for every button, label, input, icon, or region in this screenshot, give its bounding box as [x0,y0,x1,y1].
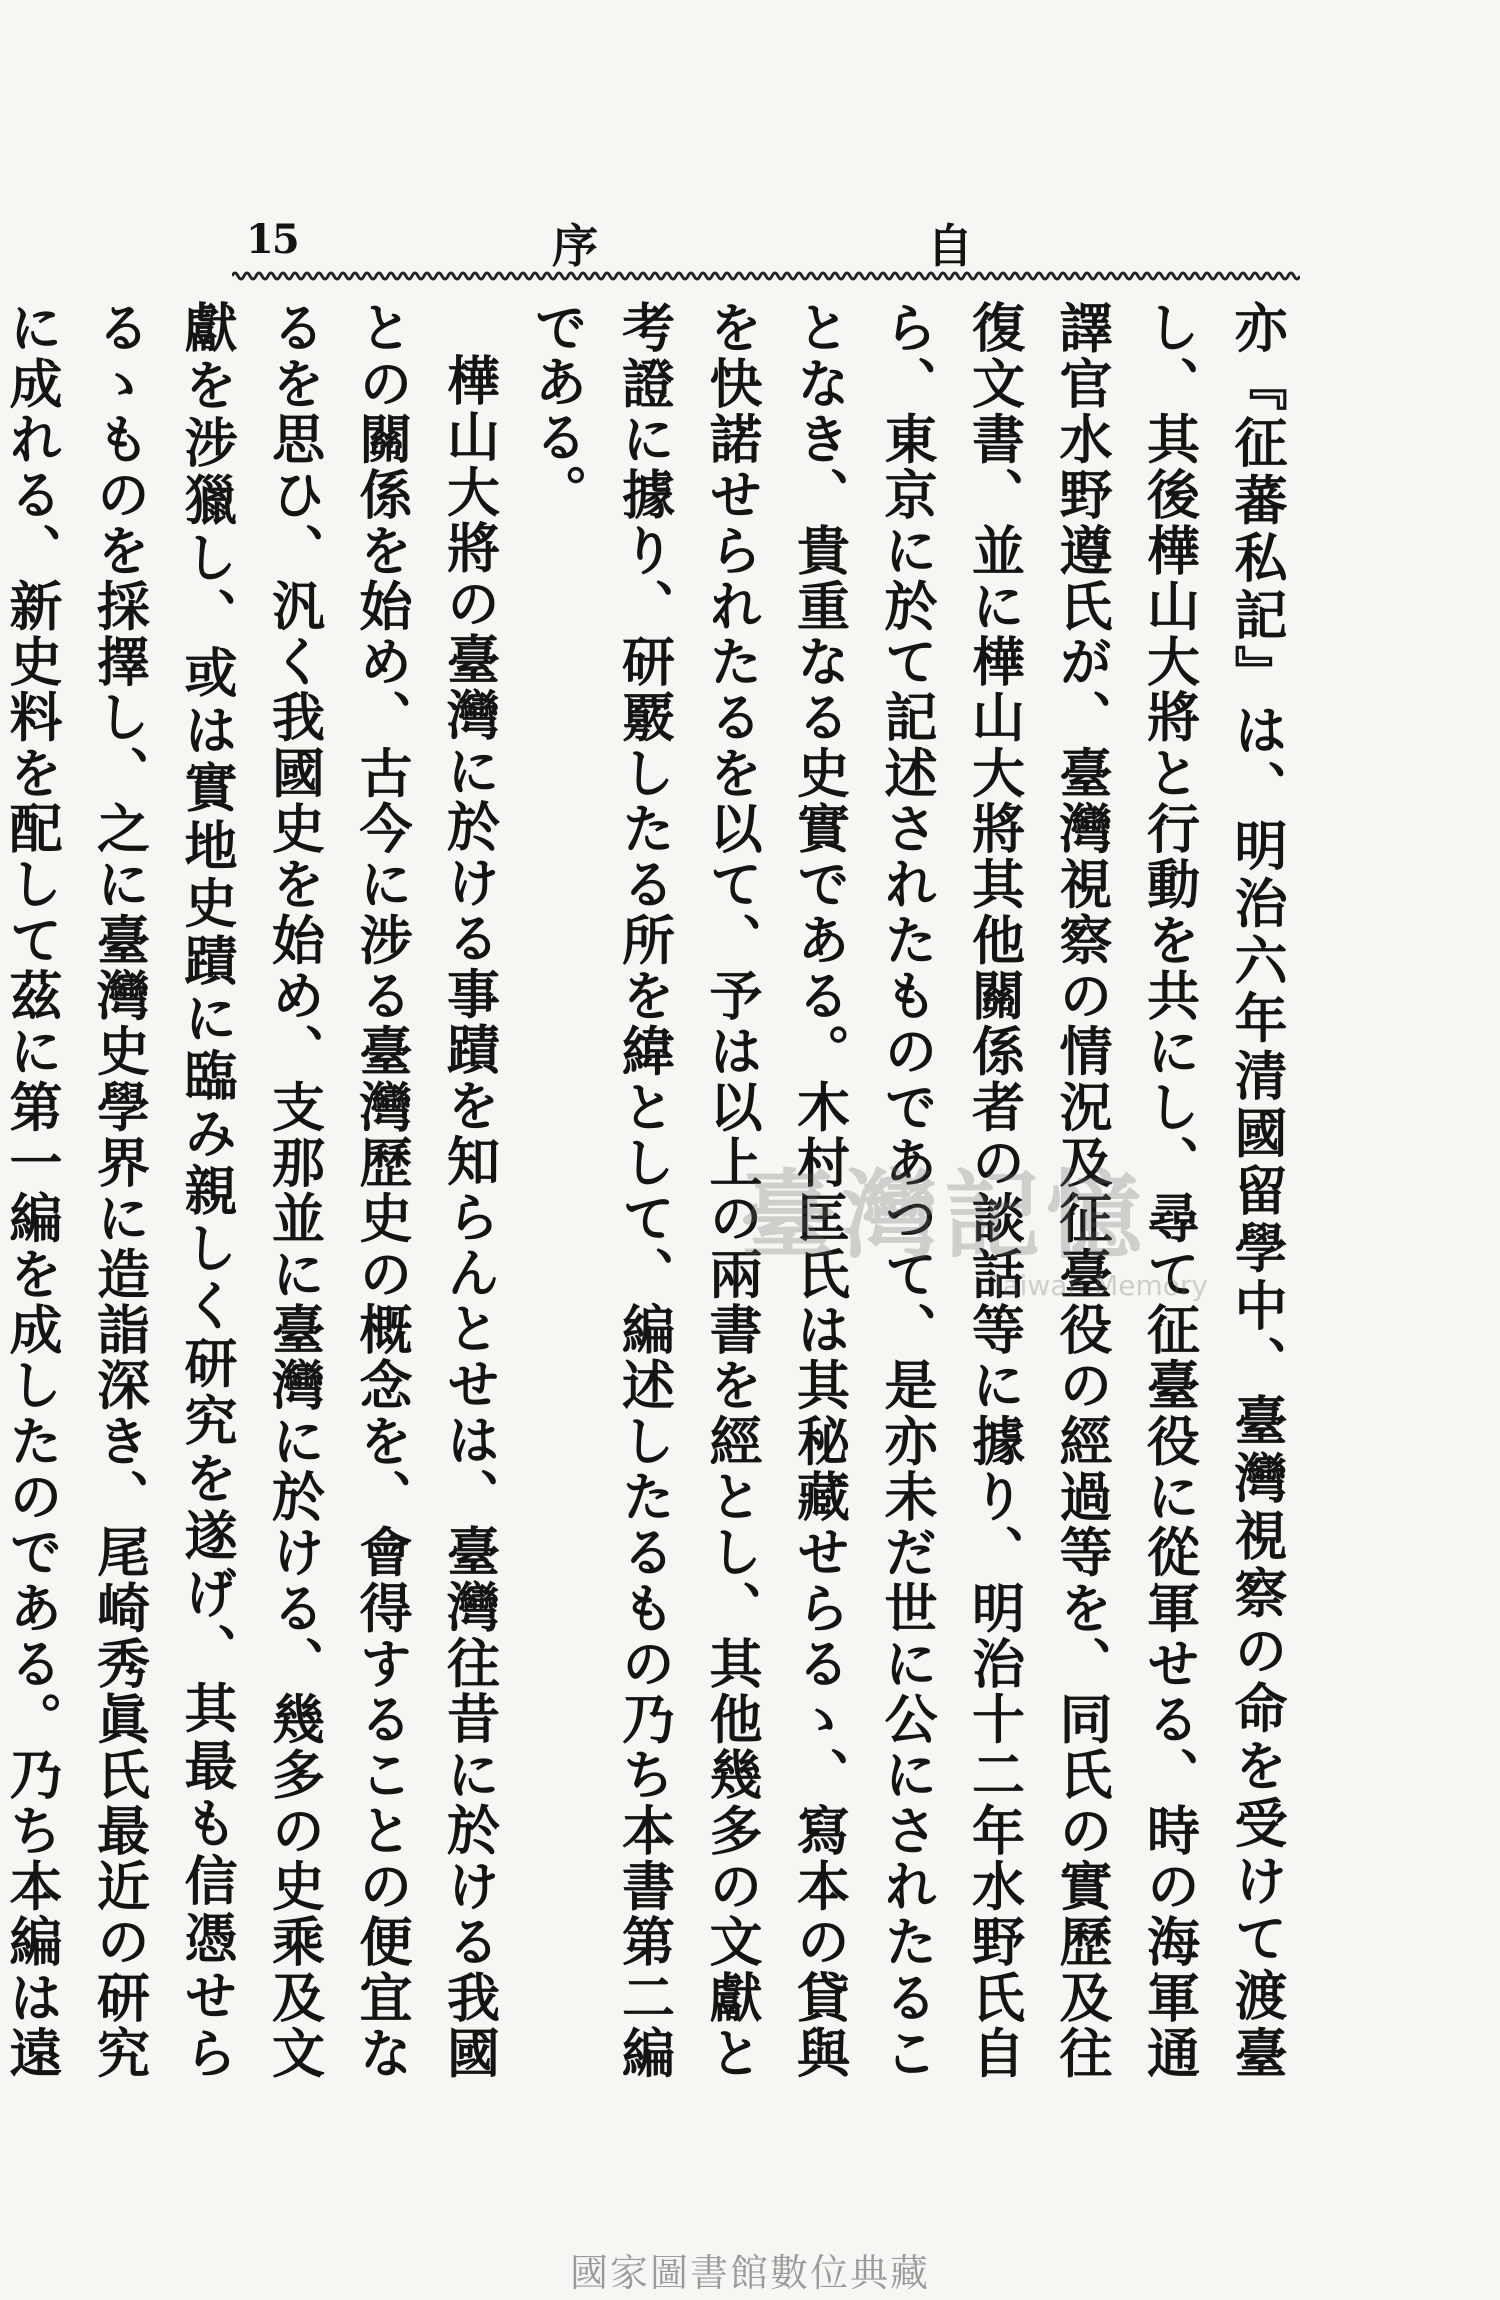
header-wavy-rule [232,268,1300,284]
header-title-char-ji: 自 [927,219,973,273]
vertical-body-text [1,300,1300,2080]
watermark-sub-text: Taiwan Memory [990,1269,1208,1302]
running-header [232,210,1300,273]
paragraph-2: 樺山大將の臺灣に於ける事蹟を知らんとせは、臺灣往昔に於ける我國との關係を始め、古今に涉る臺灣歷史の概念を、會得することの便宜なるを思ひ、汎く我國史を始め、支那並に臺灣に於ける、幾多の史乘及文獻を涉獵し、或は實地史蹟に臨み親しく研究を遂げ、其最も信憑せらるゝものを採擇し、之に臺灣史學界に造詣深き、尾崎秀眞氏最近の研究に成れる、新史料を配して茲に第一編を成したのである。乃ち本編は遠 [1,300,501,2080]
watermark-main-text: 臺灣記憶 [740,1160,1148,1272]
header-title-char-jo: 序 [552,219,598,273]
page-number: 15 [246,216,298,263]
library-footer: 國家圖書館數位典藏 [569,2251,930,2295]
paragraph-1: 亦『征蕃私記』は、明治六年清國留學中、臺灣視察の命を受けて渡臺し、其後樺山大將と行動を共にし、尋て征臺役に從軍せる、時の海軍通譯官水野遵氏が、臺灣視察の情況及征臺役の經過等を、同氏の實歷及往復文書、並に樺山大將其他關係者の談話等に據り、明治十二年水野氏自ら、東京に於て記述されたものであつて、是亦未だ世に公にされたることなき、貴重なる史實である。木村匡氏は其秘藏せらるゝ、寫本の貸與を快諾せられたるを以て、予は以上の兩書を經とし、其他幾多の文獻と考證に據り、研覈したる所を緯として、編述したるもの乃ち本書第二編である。 [526,300,1288,2080]
